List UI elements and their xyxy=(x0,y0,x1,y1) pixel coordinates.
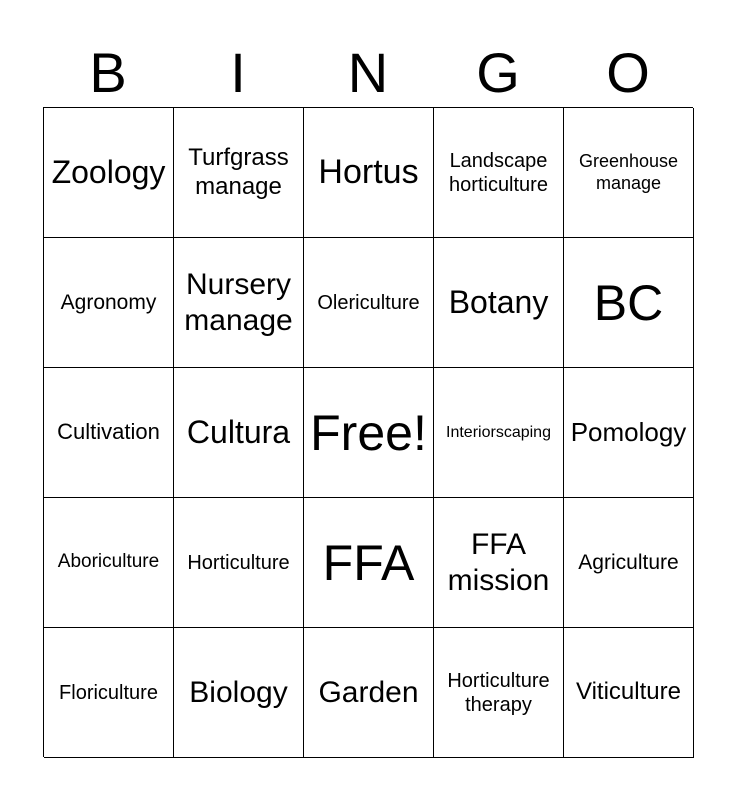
bingo-cell-r1-c1[interactable] xyxy=(174,238,304,368)
bingo-cell-r1-c4[interactable] xyxy=(564,238,694,368)
bingo-cell-r2-c2[interactable] xyxy=(304,368,434,498)
bingo-cell-r3-c3[interactable] xyxy=(434,498,564,628)
bingo-cell-r2-c3[interactable] xyxy=(434,368,564,498)
bingo-cell-text: Cultura xyxy=(186,414,291,451)
bingo-cell-r4-c0[interactable] xyxy=(44,628,174,758)
bingo-cell-text: Biology xyxy=(189,675,288,709)
bingo-cell-r0-c3[interactable] xyxy=(434,108,564,238)
bingo-cell-r2-c0[interactable] xyxy=(44,368,174,498)
bingo-cell-r3-c1[interactable] xyxy=(174,498,304,628)
bingo-cell-text: FFA xyxy=(322,534,415,591)
bingo-cell-r1-c2[interactable] xyxy=(304,238,434,368)
bingo-cell-r3-c0[interactable] xyxy=(44,498,174,628)
bingo-cell-r2-c4[interactable] xyxy=(564,368,694,498)
bingo-cell-r4-c1[interactable] xyxy=(174,628,304,758)
header-letter-g: G xyxy=(476,41,520,104)
bingo-cell-r3-c2[interactable] xyxy=(304,498,434,628)
bingo-cell-r1-c3[interactable] xyxy=(434,238,564,368)
bingo-cell-text: Cultivation xyxy=(57,419,160,445)
bingo-cell-r3-c4[interactable] xyxy=(564,498,694,628)
bingo-cell-text: Botany xyxy=(448,284,549,321)
bingo-cell-text: Olericulture xyxy=(317,291,420,314)
bingo-cell-text: Horticulture xyxy=(187,551,290,574)
bingo-cell-text: Aboriculture xyxy=(57,551,160,573)
bingo-cell-text: Landscape horticulture xyxy=(449,149,548,196)
bingo-cell-text: FFA mission xyxy=(447,527,550,597)
bingo-cell-text: Turfgrass manage xyxy=(188,143,289,200)
bingo-cell-r2-c1[interactable] xyxy=(174,368,304,498)
bingo-cell-text: Hortus xyxy=(318,153,419,192)
bingo-cell-text: Pomology xyxy=(570,416,687,447)
bingo-header xyxy=(43,40,693,106)
bingo-cell-r0-c0[interactable] xyxy=(44,108,174,238)
bingo-cell-text: BC xyxy=(593,274,664,331)
header-letter-i: I xyxy=(230,41,246,104)
bingo-cell-text: Greenhouse manage xyxy=(578,150,679,193)
bingo-cell-text: Agriculture xyxy=(578,550,679,574)
header-letter-o: O xyxy=(606,41,650,104)
bingo-cell-r4-c2[interactable] xyxy=(304,628,434,758)
bingo-cell-text: Viticulture xyxy=(576,678,681,706)
bingo-board xyxy=(43,107,693,757)
bingo-cell-text: Horticulture therapy xyxy=(447,669,550,716)
header-letter-b: B xyxy=(89,41,127,104)
bingo-cell-r0-c2[interactable] xyxy=(304,108,434,238)
bingo-cell-r4-c4[interactable] xyxy=(564,628,694,758)
bingo-cell-r0-c4[interactable] xyxy=(564,108,694,238)
header-letter-n: N xyxy=(347,41,389,104)
bingo-cell-text: Free! xyxy=(310,404,427,461)
bingo-cell-text: Agronomy xyxy=(60,290,157,314)
bingo-cell-text: Garden xyxy=(318,675,419,709)
bingo-cell-text: Interiorscaping xyxy=(446,423,551,441)
bingo-cell-r0-c1[interactable] xyxy=(174,108,304,238)
bingo-cell-r1-c0[interactable] xyxy=(44,238,174,368)
bingo-cell-text: Nursery manage xyxy=(184,267,293,337)
bingo-cell-text: Zoology xyxy=(51,154,166,191)
bingo-cell-r4-c3[interactable] xyxy=(434,628,564,758)
bingo-cell-text: Floriculture xyxy=(59,681,158,704)
